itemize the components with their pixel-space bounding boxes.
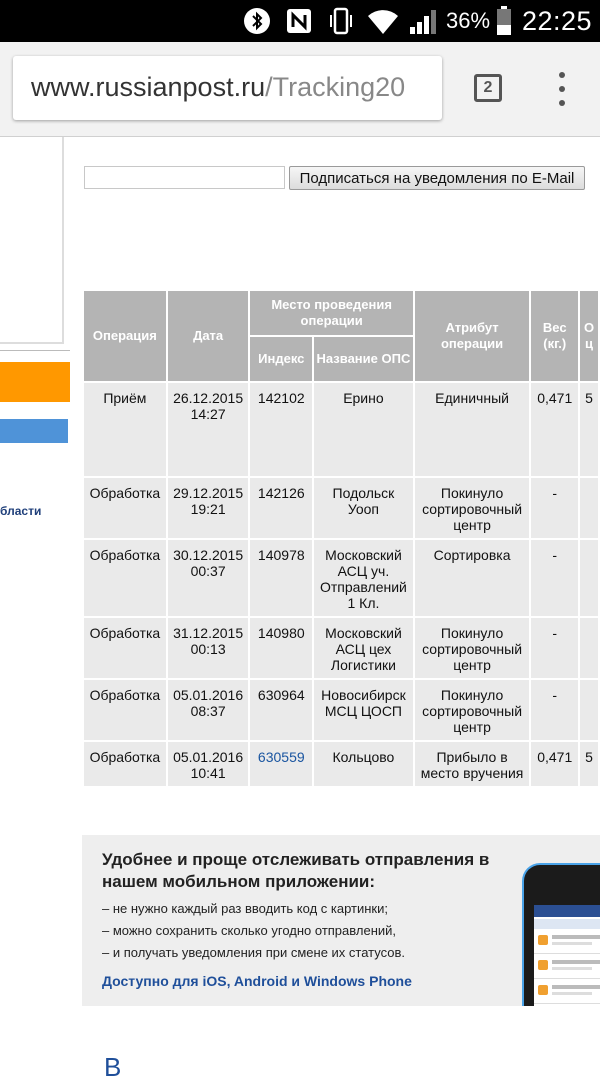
cell-cut: [580, 618, 598, 678]
index-link[interactable]: 630559: [257, 749, 305, 765]
url-host: www.russianpost.ru: [31, 72, 266, 102]
cell-weight: -: [531, 540, 578, 616]
nfc-icon: [284, 6, 314, 36]
table-row: [84, 383, 598, 476]
cell-attribute: Покинуло сортировочный центр: [415, 618, 530, 678]
cell-date: [168, 680, 249, 740]
left-orange-button[interactable]: [0, 362, 70, 402]
cell-cut: [580, 680, 598, 740]
cell-date-time: 14:27: [190, 406, 226, 422]
header-date: Дата: [168, 291, 249, 381]
header-place: Место проведения операции: [250, 291, 412, 335]
cell-date-day: 29.12.2015: [173, 485, 244, 501]
url-text[interactable]: [31, 72, 405, 103]
table-row: [84, 618, 598, 678]
cell-attribute: Сортировка: [415, 540, 530, 616]
cell-date-time: 00:13: [190, 641, 226, 657]
cell-ops-name: Ерино: [314, 383, 413, 476]
header-index: Индекс: [250, 337, 312, 381]
subscribe-email-button[interactable]: Подписаться на уведомления по E-Mail: [289, 166, 585, 190]
bluetooth-icon: [242, 6, 272, 36]
tab-switcher-button[interactable]: 2: [474, 74, 502, 102]
cell-ops-name: Подольск Уооп: [314, 478, 413, 538]
left-panel-frame: [0, 137, 64, 344]
cell-operation: Обработка: [84, 680, 166, 740]
mobile-app-banner[interactable]: [82, 835, 600, 1006]
promo-item: – и получать уведомления при смене их статусов.: [102, 945, 406, 960]
cell-weight: -: [531, 478, 578, 538]
left-blue-button[interactable]: [0, 419, 68, 443]
left-divider: [0, 350, 70, 351]
cell-cut: 5: [580, 383, 598, 476]
cell-weight: -: [531, 618, 578, 678]
header-ops-name: Название ОПС: [314, 337, 413, 381]
cell-weight: -: [531, 680, 578, 740]
signal-icon: [408, 6, 442, 36]
email-input[interactable]: [84, 166, 285, 189]
battery-icon: [494, 6, 514, 36]
cell-date-day: 26.12.2015: [173, 390, 244, 406]
cell-date-day: 05.01.2016: [173, 687, 244, 703]
promo-title: Удобнее и проще отслеживать отправления в нашем мобильном приложении:: [102, 850, 490, 891]
cell-weight: 0,471: [531, 383, 578, 476]
cell-date: [168, 540, 249, 616]
cell-date-time: 10:41: [190, 765, 226, 781]
section-heading-fragment: В: [104, 1052, 122, 1082]
cell-weight: 0,471: [531, 742, 578, 786]
cell-index: 630964: [250, 680, 312, 740]
phone-screen: [534, 905, 600, 1006]
cell-operation: Обработка: [84, 742, 166, 786]
left-region-link[interactable]: бласти: [0, 504, 42, 518]
battery-percent: 36%: [446, 8, 491, 33]
tracking-table: [82, 289, 600, 788]
cell-date: [168, 478, 249, 538]
promo-item: – можно сохранить сколько угодно отправлений,: [102, 923, 397, 938]
wifi-icon: [365, 6, 401, 36]
cell-attribute: Единичный: [415, 383, 530, 476]
header-attribute: Атрибут операции: [415, 291, 530, 381]
cell-cut: 5: [580, 742, 598, 786]
cell-operation: Обработка: [84, 618, 166, 678]
table-row: [84, 478, 598, 538]
cell-date-time: 19:21: [190, 501, 226, 517]
cell-date-time: 00:37: [190, 563, 226, 579]
cell-cut: [580, 540, 598, 616]
status-bar: [0, 0, 600, 42]
cell-index: 142102: [250, 383, 312, 476]
cell-attribute: Покинуло сортировочный центр: [415, 478, 530, 538]
cell-cut: [580, 478, 598, 538]
cell-index: 140978: [250, 540, 312, 616]
cell-date-day: 30.12.2015: [173, 547, 244, 563]
cell-ops-name: Московский АСЦ цех Логистики: [314, 618, 413, 678]
cell-operation: Обработка: [84, 540, 166, 616]
cell-date-day: 05.01.2016: [173, 749, 244, 765]
phone-illustration: [524, 865, 600, 1006]
table-row: [84, 540, 598, 616]
header-operation: Операция: [84, 291, 166, 381]
cell-date: [168, 742, 249, 786]
cell-date-time: 08:37: [190, 703, 226, 719]
table-row: [84, 742, 598, 786]
cell-ops-name: Кольцово: [314, 742, 413, 786]
cell-index: 140980: [250, 618, 312, 678]
cell-index: 142126: [250, 478, 312, 538]
cell-operation: Приём: [84, 383, 166, 476]
cell-date-day: 31.12.2015: [173, 625, 244, 641]
table-row: [84, 680, 598, 740]
cell-date: [168, 618, 249, 678]
cell-operation: Обработка: [84, 478, 166, 538]
address-bar[interactable]: [13, 56, 442, 120]
url-path: /Tracking20: [265, 72, 406, 102]
header-cut: О ц: [580, 291, 598, 381]
header-weight: Вес (кг.): [531, 291, 578, 381]
vibrate-icon: [326, 6, 356, 36]
promo-platforms: Доступно для iOS, Android и Windows Phone: [102, 973, 412, 989]
cell-date: [168, 383, 249, 476]
overflow-menu-icon[interactable]: [552, 72, 572, 106]
cell-attribute: Прибыло в место вручения: [415, 742, 530, 786]
cell-index: [250, 742, 312, 786]
clock: 22:25: [522, 6, 593, 36]
promo-item: – не нужно каждый раз вводить код с картинки;: [102, 901, 388, 916]
cell-attribute: Покинуло сортировочный центр: [415, 680, 530, 740]
cell-ops-name: Московский АСЦ уч. Отправлений 1 Кл.: [314, 540, 413, 616]
browser-toolbar: [0, 42, 600, 137]
cell-ops-name: Новосибирск МСЦ ЦОСП: [314, 680, 413, 740]
